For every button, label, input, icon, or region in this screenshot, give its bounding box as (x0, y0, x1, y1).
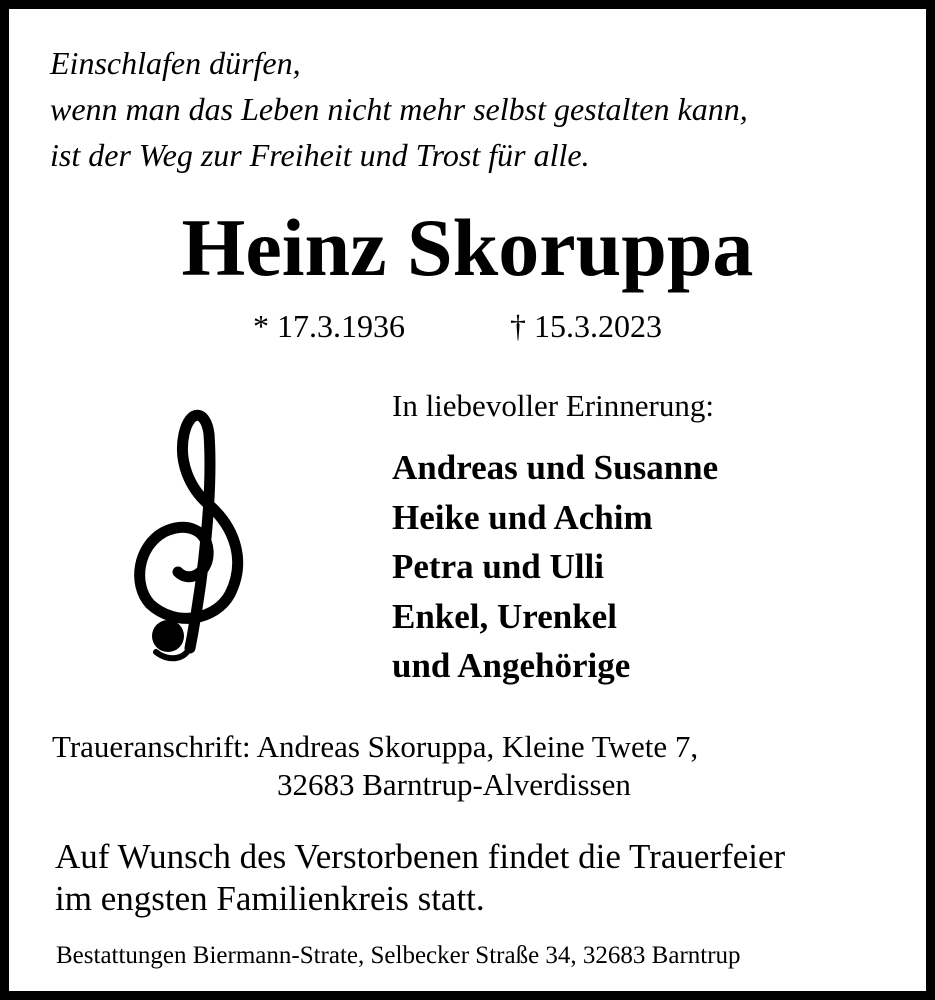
mourning-address (52, 728, 698, 804)
mourners-list (392, 443, 718, 691)
treble-clef-icon (128, 406, 244, 664)
notice-line: Auf Wunsch des Verstorbenen findet die Trauerfeier (55, 837, 786, 876)
deceased-name: Heinz Skoruppa (181, 202, 754, 293)
poem-line: Einschlafen dürfen, (50, 45, 301, 81)
funeral-notice (55, 836, 785, 920)
address-line: Traueranschrift: Andreas Skoruppa, Kleine Twete 7, (52, 729, 699, 764)
notice-line: im engsten Familienkreis statt. (55, 879, 485, 918)
undertaker-info: Bestattungen Biermann-Strate, Selbecker Straße 34, 32683 Barntrup (56, 942, 741, 969)
poem-line: wenn man das Leben nicht mehr selbst gestalten kann, (50, 91, 748, 127)
mourner-entry: Enkel, Urenkel (392, 596, 617, 636)
life-dates (0, 308, 935, 352)
mourner-entry: Andreas und Susanne (392, 448, 719, 487)
mourner-entry: Petra und Ulli (392, 547, 604, 586)
poem (50, 40, 748, 178)
poem-line: ist der Weg zur Freiheit und Trost für alle. (50, 137, 590, 173)
birth-date: * 17.3.1936 (253, 308, 405, 344)
mourner-entry: Heike und Achim (392, 497, 653, 537)
mourner-entry: und Angehörige (392, 646, 631, 685)
death-date: † 15.3.2023 (510, 308, 662, 344)
address-line: 32683 Barntrup-Alverdissen (277, 767, 631, 802)
remembrance-heading: In liebevoller Erinnerung: (392, 388, 714, 423)
